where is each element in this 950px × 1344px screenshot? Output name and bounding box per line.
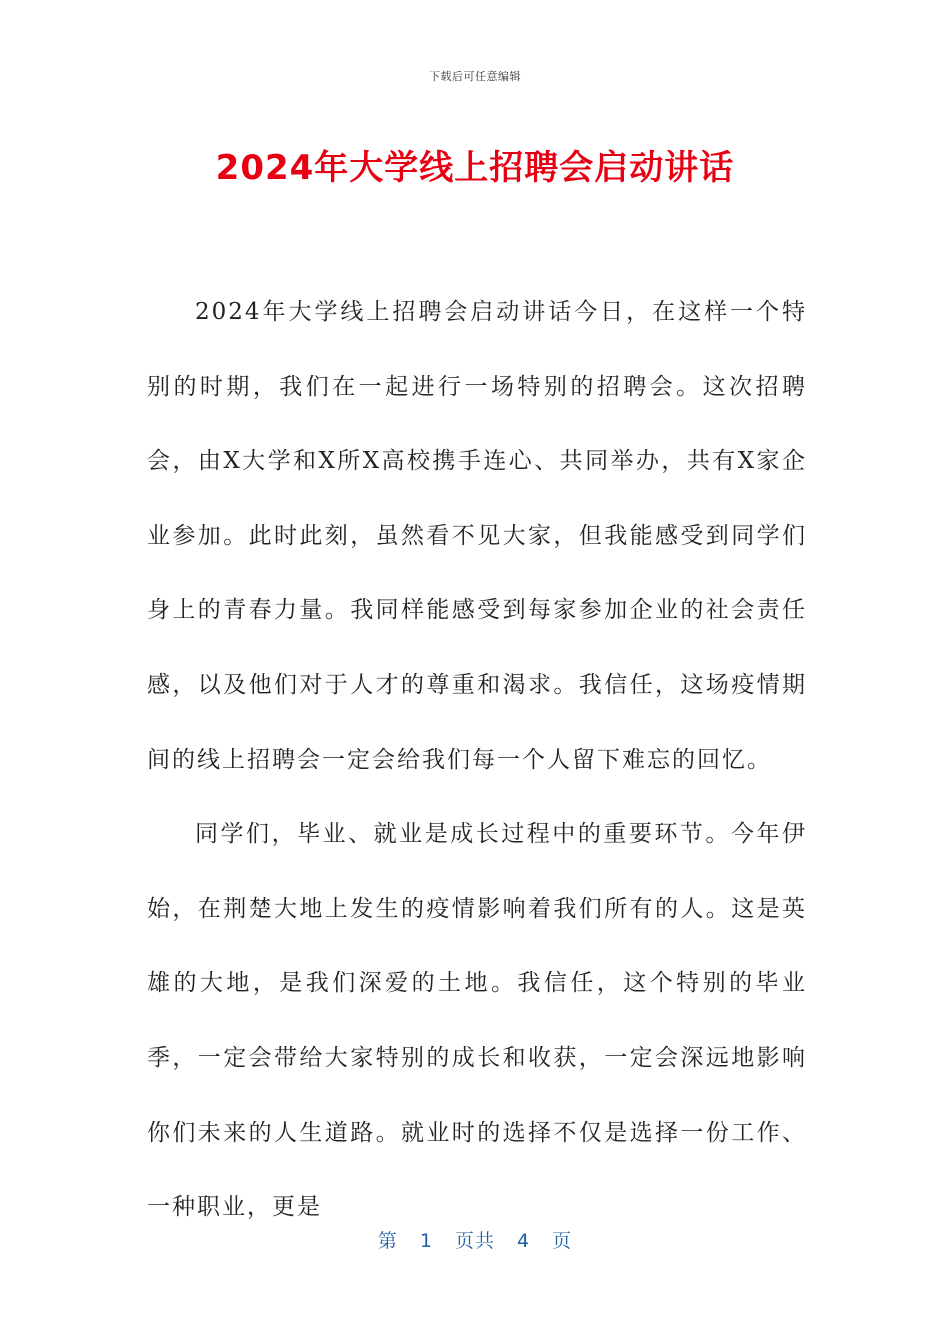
footer-current-page: 1 xyxy=(419,1230,433,1252)
paragraph-1: 2024年大学线上招聘会启动讲话今日，在这样一个特别的时期，我们在一起进行一场特别的招聘会。这次招聘会，由X大学和X所X高校携手连心、共同举办，共有X家企业参加。此时此刻，虽然看不见大家，但我能感受到同学们身上的青春力量。我同样能感受到每家参加企业的社会责任感，以及他们对于人才的尊重和渴求。我信任，这场疫情期间的线上招聘会一定会给我们每一个人留下难忘的回忆。 xyxy=(147,299,807,773)
paragraph-2: 同学们，毕业、就业是成长过程中的重要环节。今年伊始，在荆楚大地上发生的疫情影响着我们所有的人。这是英雄的大地，是我们深爱的土地。我信任，这个特别的毕业季，一定会带给大家特别的成长和收获，一定会深远地影响你们未来的人生道路。就业时的选择不仅是选择一份工作、一种职业，更是 xyxy=(147,821,807,1221)
header-note: 下载后可任意编辑 xyxy=(429,70,521,83)
footer-total-pages: 4 xyxy=(517,1230,531,1252)
footer-prefix: 第 xyxy=(377,1230,398,1252)
document-body xyxy=(147,275,807,1245)
footer-middle: 页共 xyxy=(454,1230,495,1252)
document-title: 2024年大学线上招聘会启动讲话 xyxy=(215,148,735,188)
page-footer xyxy=(0,1226,950,1253)
footer-suffix: 页 xyxy=(552,1230,573,1252)
